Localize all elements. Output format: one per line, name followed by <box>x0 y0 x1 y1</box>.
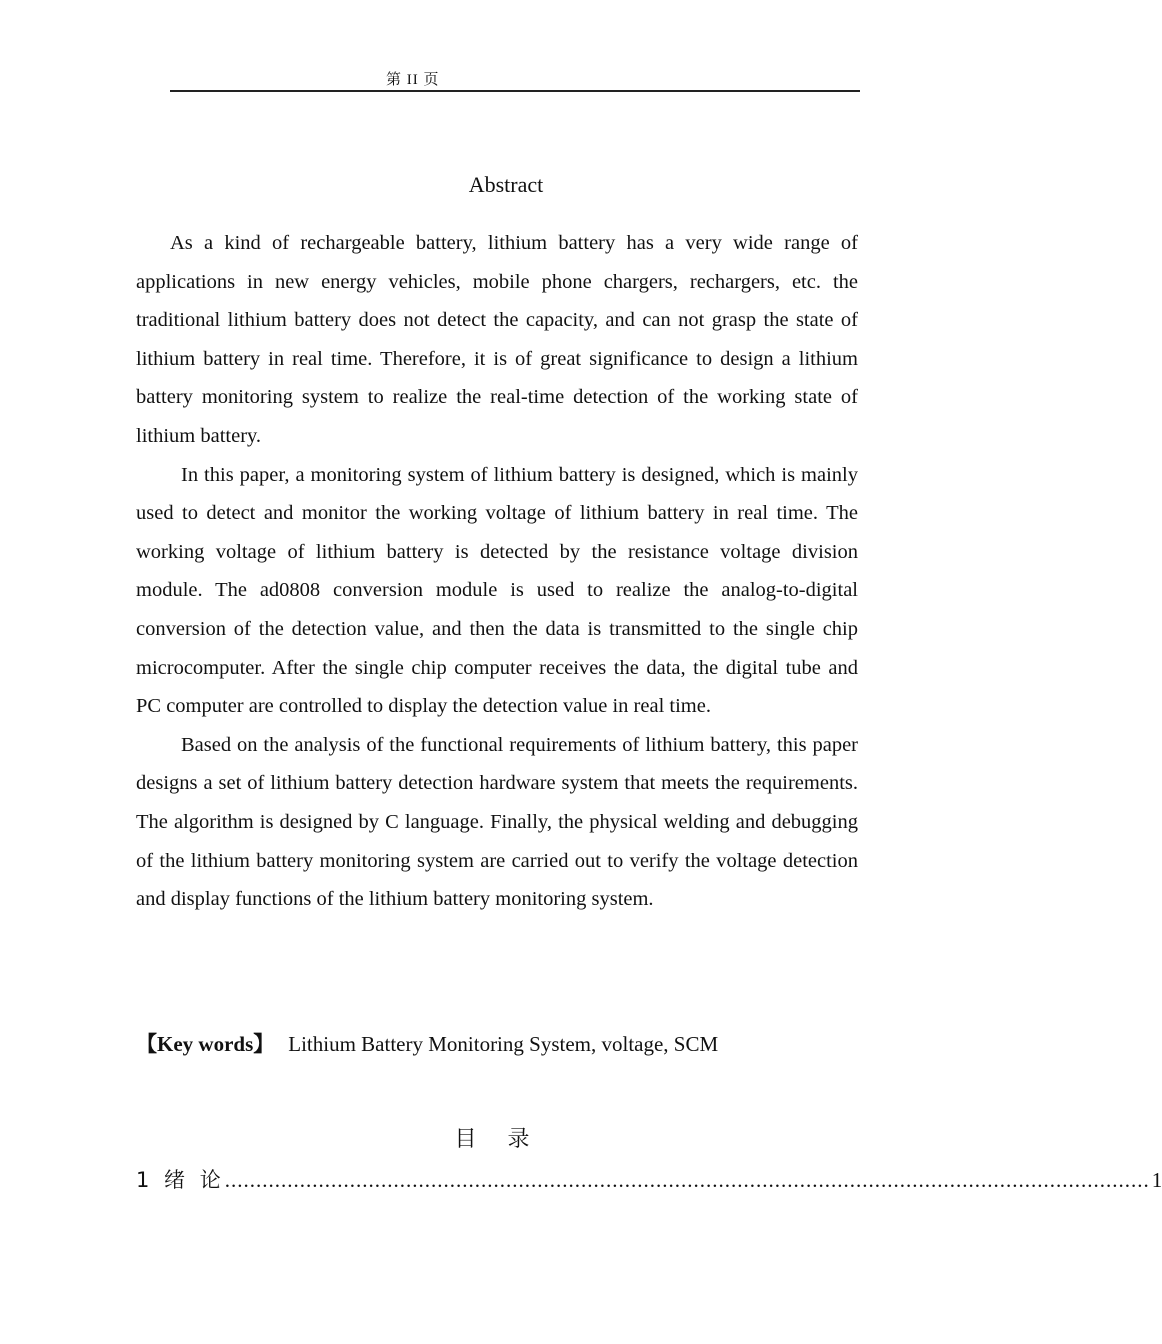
keywords-line <box>136 1028 718 1058</box>
toc-title: 目 录 <box>454 1127 542 1152</box>
abstract-body <box>136 224 858 919</box>
page-number-label: 第 II 页 <box>386 72 440 88</box>
keywords-value: Lithium Battery Monitoring System, voltage, SCM <box>288 1032 719 1056</box>
abstract-paragraph: In this paper, a monitoring system of lithium battery is designed, which is mainly used to detect and monitor the working voltage of lithium battery in real time. The working voltage of lithium battery is detected by the resistance voltage division module. The ad0808 conversion module is used to realize the analog-to-digital conversion of the detection value, and then the data is transmitted to the single chip microcomputer. After the single chip computer receives the data, the digital tube and PC computer are controlled to display the detection value in real time. <box>136 463 858 718</box>
abstract-paragraph: As a kind of rechargeable battery, lithium battery has a very wide range of applications in new energy vehicles, mobile phone chargers, rechargers, etc. the traditional lithium battery does not detect the capacity, and can not grasp the state of lithium battery in real time. Therefore, it is of great significance to design a lithium battery monitoring system to realize the real-time detection of the working state of lithium battery. <box>136 232 858 447</box>
toc-entry-label: 1 绪 论 <box>136 1168 225 1192</box>
keywords-label: 【Key words】 <box>136 1032 275 1056</box>
toc-entry[interactable] <box>136 1164 1162 1196</box>
abstract-title: Abstract <box>468 172 544 197</box>
abstract-paragraph: Based on the analysis of the functional requirements of lithium battery, this paper designs a set of lithium battery detection hardware system that meets the requirements. The algorithm is designed by C language. Finally, the physical welding and debugging of the lithium battery monitoring system are carried out to verify the voltage detection and display functions of the lithium battery monitoring system. <box>136 733 858 911</box>
page-header <box>170 66 860 92</box>
toc-entry-page: 1 <box>1151 1168 1162 1192</box>
toc-leader-dots: .................................................................................................................................................... <box>224 1168 1150 1192</box>
